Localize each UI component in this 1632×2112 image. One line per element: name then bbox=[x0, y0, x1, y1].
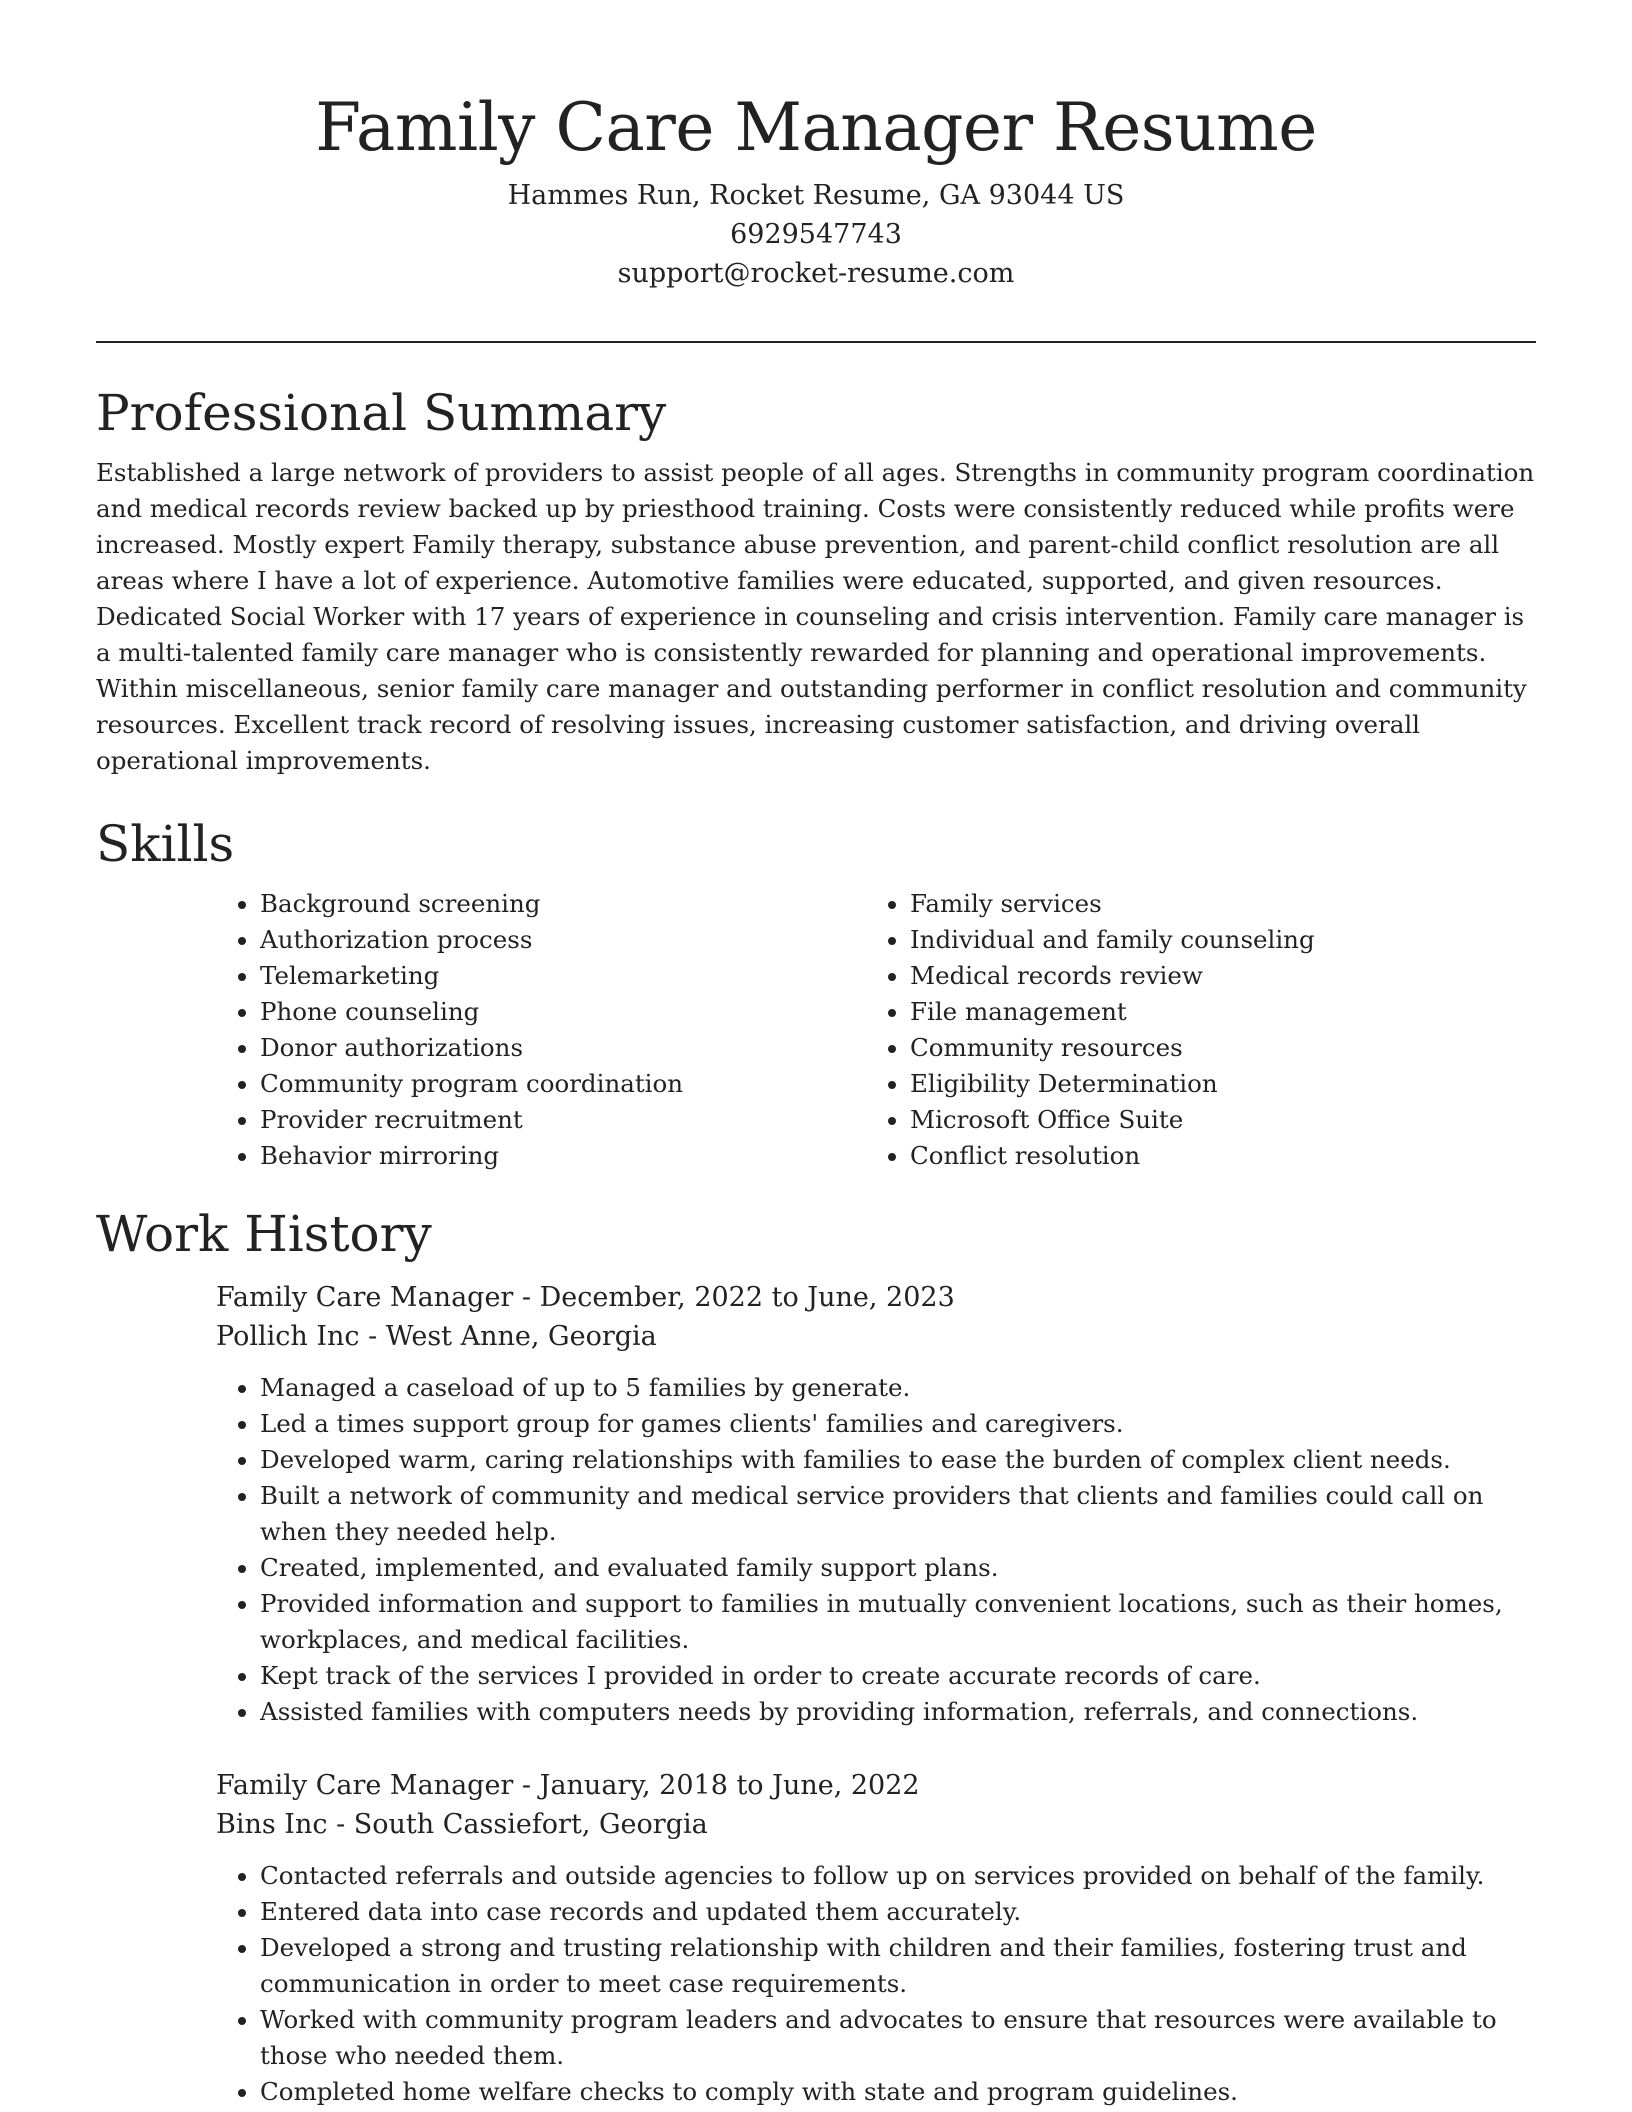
duty-item: • Kept track of the services I provided in order to create accurate records of care. bbox=[260, 1658, 1536, 1694]
duty-item: • Managed a caseload of up to 5 families by generate. bbox=[260, 1370, 1536, 1406]
skill-item: • Phone counseling bbox=[260, 994, 866, 1030]
duty-item: • Entered data into case records and updated them accurately. bbox=[260, 1894, 1536, 1930]
skill-item: • Provider recruitment bbox=[260, 1102, 866, 1138]
contact-block bbox=[0, 176, 1632, 293]
job-title-line: Family Care Manager - January, 2018 to June, 2022 bbox=[216, 1770, 920, 1801]
skill-item: • Conflict resolution bbox=[910, 1138, 1516, 1174]
skill-item: • Authorization process bbox=[260, 922, 866, 958]
duty-item: • Developed a strong and trusting relationship with children and their families, fostering trust and communication in order to meet case requirements. bbox=[260, 1930, 1536, 2002]
skills-list-right bbox=[866, 886, 1516, 1174]
duty-item: • Created, implemented, and evaluated family support plans. bbox=[260, 1550, 1536, 1586]
address-text: Hammes Run, Rocket Resume, GA 93044 US bbox=[507, 180, 1125, 211]
duty-item: • Built a network of community and medical service providers that clients and families could call on when they needed help. bbox=[260, 1478, 1536, 1550]
skill-item: • Donor authorizations bbox=[260, 1030, 866, 1066]
job-entry bbox=[216, 1278, 1536, 1730]
email-text: support@rocket-resume.com bbox=[617, 258, 1015, 289]
phone-text: 6929547743 bbox=[730, 219, 902, 250]
job-entry bbox=[216, 1766, 1536, 2110]
duties-list bbox=[216, 1858, 1536, 2110]
job-company-line: Bins Inc - South Cassiefort, Georgia bbox=[216, 1809, 708, 1840]
summary-section bbox=[96, 383, 1536, 779]
skill-item: • Individual and family counseling bbox=[910, 922, 1516, 958]
skills-grid bbox=[216, 886, 1536, 1174]
work-history-section bbox=[96, 1204, 1536, 2110]
skill-item: • File management bbox=[910, 994, 1516, 1030]
duty-item: • Developed warm, caring relationships with families to ease the burden of complex client needs. bbox=[260, 1442, 1536, 1478]
skill-item: • Community program coordination bbox=[260, 1066, 866, 1102]
skills-section bbox=[96, 814, 1536, 1174]
skills-heading: Skills bbox=[96, 815, 235, 873]
summary-heading: Professional Summary bbox=[96, 384, 667, 442]
duty-item: • Contacted referrals and outside agencies to follow up on services provided on behalf of the family. bbox=[260, 1858, 1536, 1894]
duty-item: • Provided information and support to families in mutually convenient locations, such as their homes, workplaces, and medical facilities. bbox=[260, 1586, 1536, 1658]
duty-item: • Led a times support group for games clients' families and caregivers. bbox=[260, 1406, 1536, 1442]
duty-item: • Assisted families with computers needs by providing information, referrals, and connections. bbox=[260, 1694, 1536, 1730]
skill-item: • Background screening bbox=[260, 886, 866, 922]
page-title: Family Care Manager Resume bbox=[315, 89, 1317, 166]
skill-item: • Community resources bbox=[910, 1030, 1516, 1066]
work-history-heading: Work History bbox=[96, 1205, 432, 1263]
job-company-line: Pollich Inc - West Anne, Georgia bbox=[216, 1321, 657, 1352]
skill-item: • Eligibility Determination bbox=[910, 1066, 1516, 1102]
job-title-line: Family Care Manager - December, 2022 to June, 2023 bbox=[216, 1282, 955, 1313]
summary-text: Established a large network of providers to assist people of all ages. Strengths in community program coordination and medical records review backed up by priesthood training. Costs were consistently reduced while profits were increased. Mostly expert Family therapy, substance abuse prevention, and parent-child conflict resolution are all areas where I have a lot of experience. Automotive families were educated, supported, and given resources. Dedicated Social Worker with 17 years of experience in counseling and crisis intervention. Family care manager is a multi-talented family care manager who is consistently rewarded for planning and operational improvements. Within miscellaneous, senior family care manager and outstanding performer in conflict resolution and community resources. Excellent track record of resolving issues, increasing customer satisfaction, and driving overall operational improvements. bbox=[96, 458, 1535, 775]
skill-item: • Medical records review bbox=[910, 958, 1516, 994]
skill-item: • Family services bbox=[910, 886, 1516, 922]
skill-item: • Telemarketing bbox=[260, 958, 866, 994]
resume-header bbox=[0, 0, 1632, 293]
duty-item: • Completed home welfare checks to comply with state and program guidelines. bbox=[260, 2074, 1536, 2110]
skill-item: • Behavior mirroring bbox=[260, 1138, 866, 1174]
duty-item: • Worked with community program leaders and advocates to ensure that resources were available to those who needed them. bbox=[260, 2002, 1536, 2074]
header-divider bbox=[96, 341, 1536, 343]
skills-list-left bbox=[216, 886, 866, 1174]
duties-list bbox=[216, 1370, 1536, 1730]
skill-item: • Microsoft Office Suite bbox=[910, 1102, 1516, 1138]
